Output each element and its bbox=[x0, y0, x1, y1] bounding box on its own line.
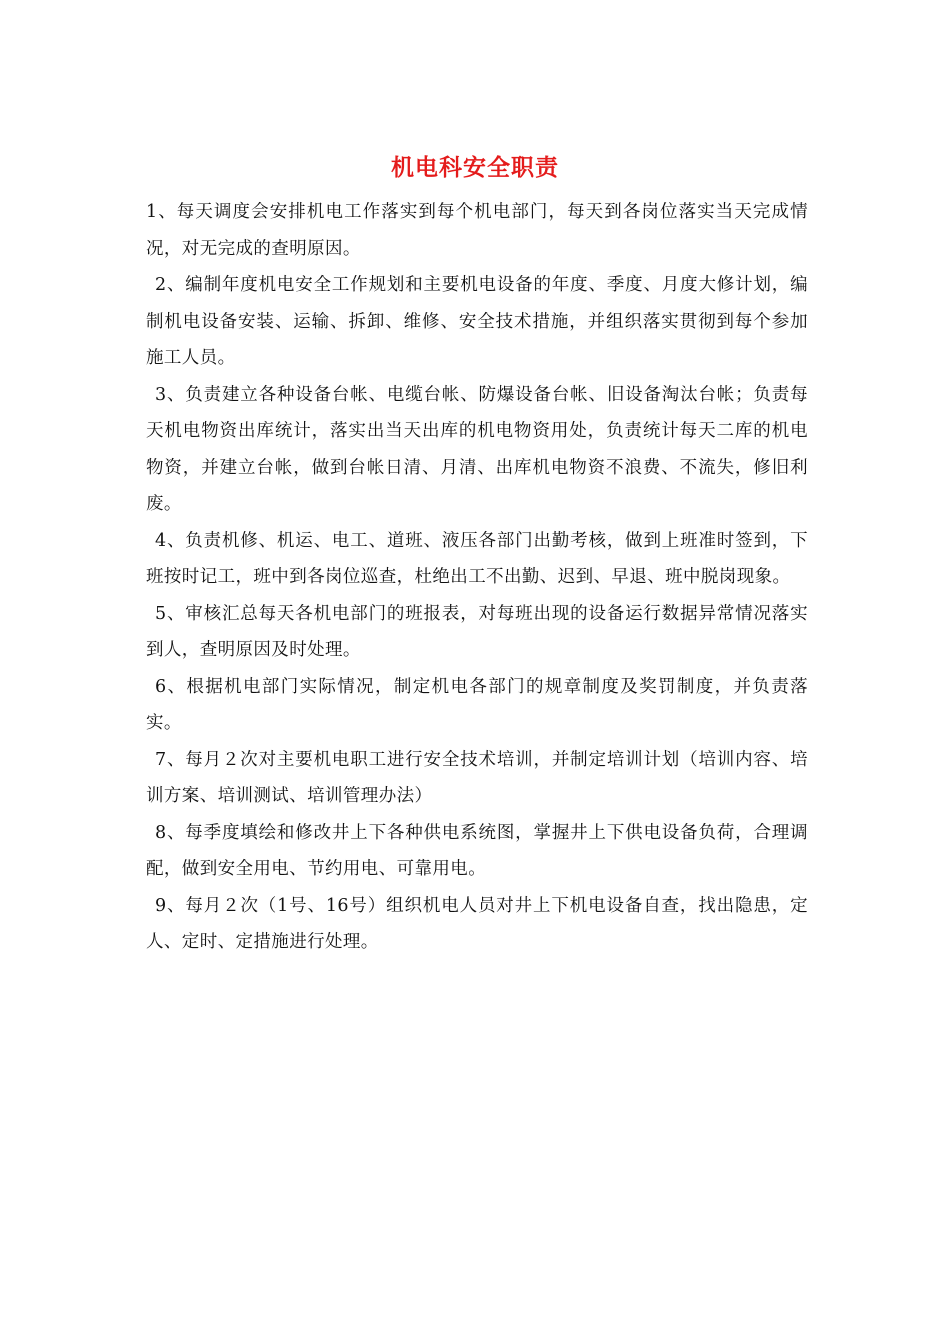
duty-item-2: 2、编制年度机电安全工作规划和主要机电设备的年度、季度、月度大修计划，编制机电设备安装、运输、拆卸、维修、安全技术措施，并组织落实贯彻到每个参加施工人员。 bbox=[146, 275, 808, 368]
duty-item-8: 8、每季度填绘和修改井上下各种供电系统图，掌握井上下供电设备负荷，合理调配，做到安全用电、节约用电、可靠用电。 bbox=[146, 822, 808, 879]
duty-item-7: 7、每月２次对主要机电职工进行安全技术培训，并制定培训计划（培训内容、培训方案、培训测试、培训管理办法） bbox=[146, 749, 808, 806]
duty-item-5: 5、审核汇总每天各机电部门的班报表，对每班出现的设备运行数据异常情况落实到人，查明原因及时处理。 bbox=[146, 603, 808, 660]
duty-item-9: 9、每月２次（1号、16号）组织机电人员对井上下机电设备自查，找出隐患，定人、定时、定措施进行处理。 bbox=[146, 895, 808, 952]
document-body bbox=[146, 194, 808, 961]
document-title: 机电科安全职责 bbox=[391, 154, 559, 181]
duty-item-3: 3、负责建立各种设备台帐、电缆台帐、防爆设备台帐、旧设备淘汰台帐；负责每天机电物资出库统计，落实出当天出库的机电物资用处，负责统计每天二库的机电物资，并建立台帐，做到台帐日清、月清、出库机电物资不浪费、不流失，修旧利废。 bbox=[146, 384, 808, 514]
duty-item-1: 1、每天调度会安排机电工作落实到每个机电部门，每天到各岗位落实当天完成情况，对无完成的查明原因。 bbox=[146, 202, 808, 259]
duty-item-6: 6、根据机电部门实际情况，制定机电各部门的规章制度及奖罚制度，并负责落实。 bbox=[146, 676, 808, 733]
duty-item-4: 4、负责机修、机运、电工、道班、液压各部门出勤考核，做到上班准时签到，下班按时记工，班中到各岗位巡查，杜绝出工不出勤、迟到、早退、班中脱岗现象。 bbox=[146, 530, 808, 587]
